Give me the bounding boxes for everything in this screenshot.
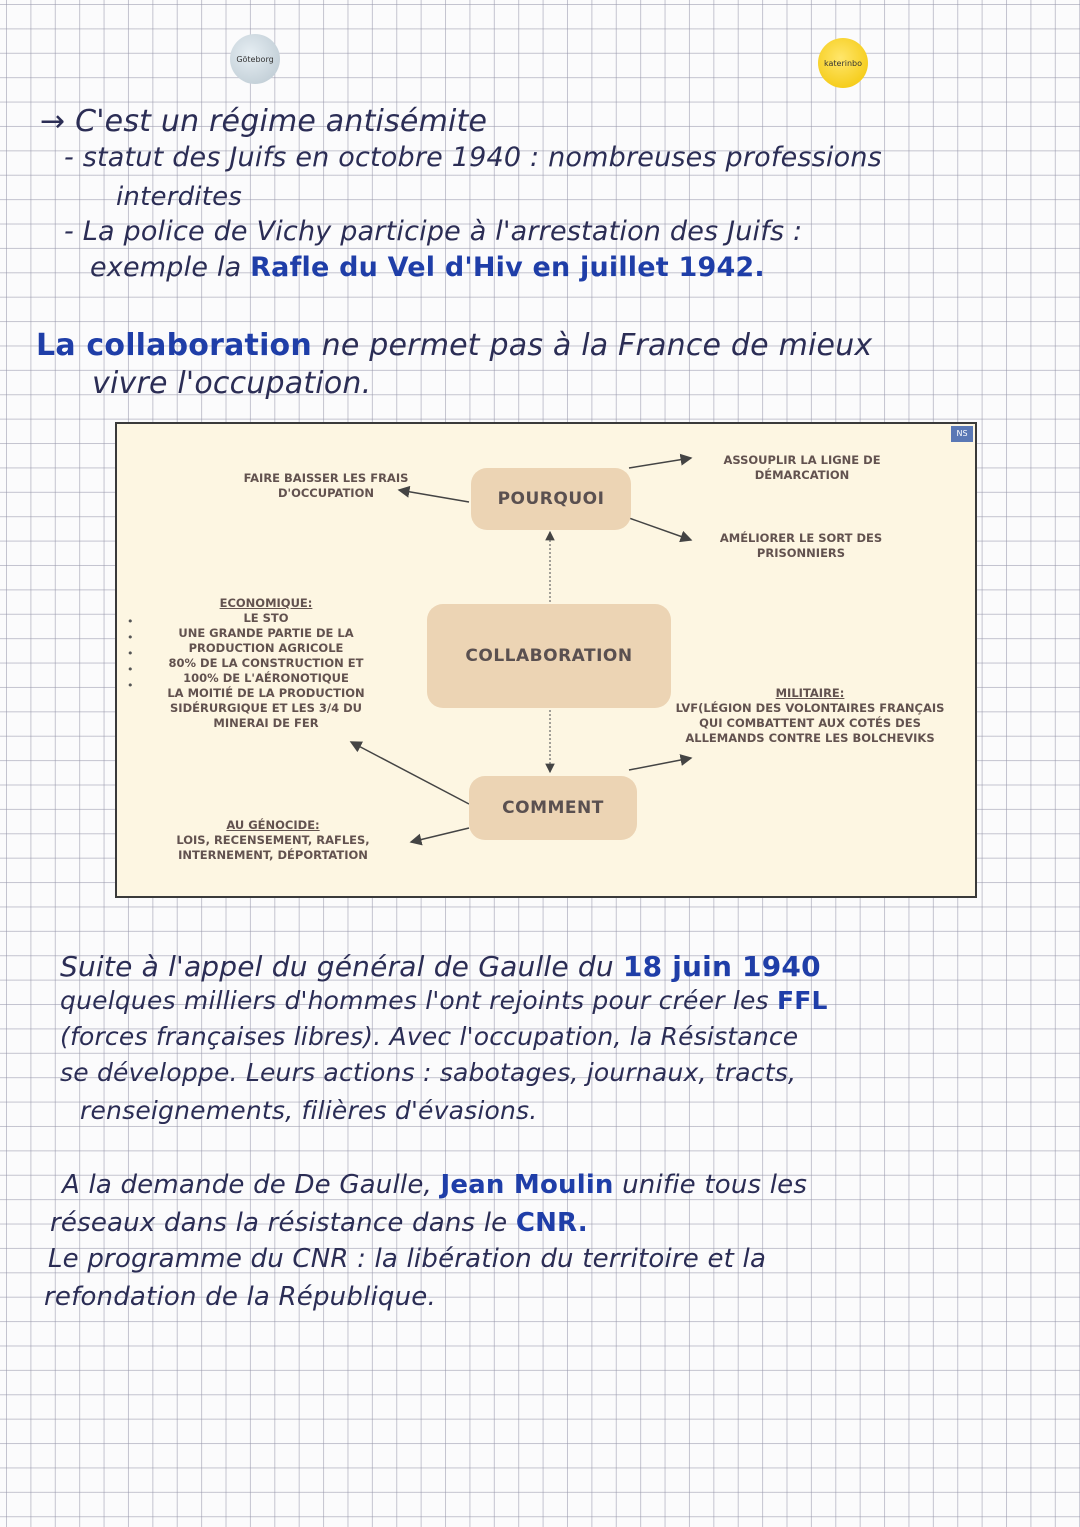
note-ffl-highlight: FFL [776,986,828,1015]
note-line-5-text: exemple la [90,252,251,283]
sticker-left-label: Göteborg [236,54,274,64]
node-pourquoi: POURQUOI [471,468,631,530]
note-line-2: - statut des Juifs en octobre 1940 : nombreuses professions [64,142,882,173]
note2-line-4: se développe. Leurs actions : sabotages, journaux, tracts, [60,1058,797,1087]
militaire-text: LVF(LÉGION DES VOLONTAIRES FRANÇAIS QUI COMBATTENT AUX COTÉS DES ALLEMANDS CONTRE LES BOLCHEVIKS [675,701,945,745]
sticker-yellow-right [818,38,868,88]
note2-line-3: (forces françaises libres). Avec l'occupation, la Résistance [60,1022,799,1051]
eco-item: LE STO [243,611,289,625]
arrow-to-prisonniers [629,518,691,540]
note2-line-1 [60,950,821,983]
arrow-to-genocide [411,828,469,842]
label-militaire [675,686,945,746]
note-line-5 [90,252,765,283]
militaire-title: MILITAIRE: [775,686,845,700]
eco-item: UNE GRANDE PARTIE DE LA PRODUCTION AGRICOLE [178,626,354,655]
note-line-6-text: ne permet pas à la France de mieux [311,328,873,363]
note-collaboration-highlight: La collaboration [36,328,312,363]
note2-line-2 [60,986,828,1015]
note2-line-5: renseignements, filières d'évasions. [80,1096,538,1125]
collaboration-diagram [115,422,977,898]
arrow-to-economique [351,742,469,804]
note-line-7: vivre l'occupation. [92,366,372,401]
label-prisonniers: AMÉLIORER LE SORT DES PRISONNIERS [719,531,883,560]
arrow-to-militaire [629,758,691,770]
economique-bullets: • • • • • [127,615,134,692]
note-cnr-highlight: CNR. [515,1208,588,1238]
ns-badge: NS [951,426,973,442]
note2-line-2-text: quelques milliers d'hommes l'ont rejoints pour créer les [60,986,777,1015]
note-rafle-highlight: Rafle du Vel d'Hiv en juillet 1942. [250,252,765,283]
economique-title: ECONOMIQUE: [219,596,313,610]
note2-line-1-text: Suite à l'appel du général de Gaulle du [60,950,623,983]
sticker-right-label: katerinbo [823,58,862,68]
note3-line-2-pre: réseaux dans la résistance dans le [50,1208,516,1238]
note3-line-4: refondation de la République. [44,1282,436,1312]
arrow-to-ligne [629,458,691,468]
note3-line-3: Le programme du CNR : la libération du territoire et la [48,1244,767,1274]
note-line-3: interdites [116,182,243,212]
label-genocide [153,818,393,863]
label-ligne: ASSOUPLIR LA LIGNE DE DÉMARCATION [723,453,881,482]
note-date-highlight: 18 juin 1940 [622,950,821,983]
note3-line-1-pre: A la demande de De Gaulle, [62,1170,441,1200]
genocide-title: AU GÉNOCIDE: [226,818,320,832]
note3-line-1-post: unifie tous les [613,1170,808,1200]
note-line-1: → C'est un régime antisémite [40,104,488,139]
label-economique [151,596,381,731]
note3-line-2 [50,1208,588,1238]
note-jean-moulin-highlight: Jean Moulin [440,1170,614,1200]
sticker-globe-left [230,34,280,84]
eco-item: LA MOITIÉ DE LA PRODUCTION SIDÉRURGIQUE ET LES 3/4 DU MINERAI DE FER [167,686,365,730]
node-collaboration: COLLABORATION [427,604,671,708]
note3-line-1 [62,1170,807,1200]
node-comment: COMMENT [469,776,637,840]
note-line-4: - La police de Vichy participe à l'arrestation des Juifs : [64,216,803,247]
eco-item: 80% DE LA CONSTRUCTION ET 100% DE L'AÉRONOTIQUE [168,656,364,685]
genocide-text: LOIS, RECENSEMENT, RAFLES, INTERNEMENT, DÉPORTATION [176,833,370,862]
label-frais: FAIRE BAISSER LES FRAIS D'OCCUPATION [243,471,409,500]
note-line-6 [36,328,872,363]
